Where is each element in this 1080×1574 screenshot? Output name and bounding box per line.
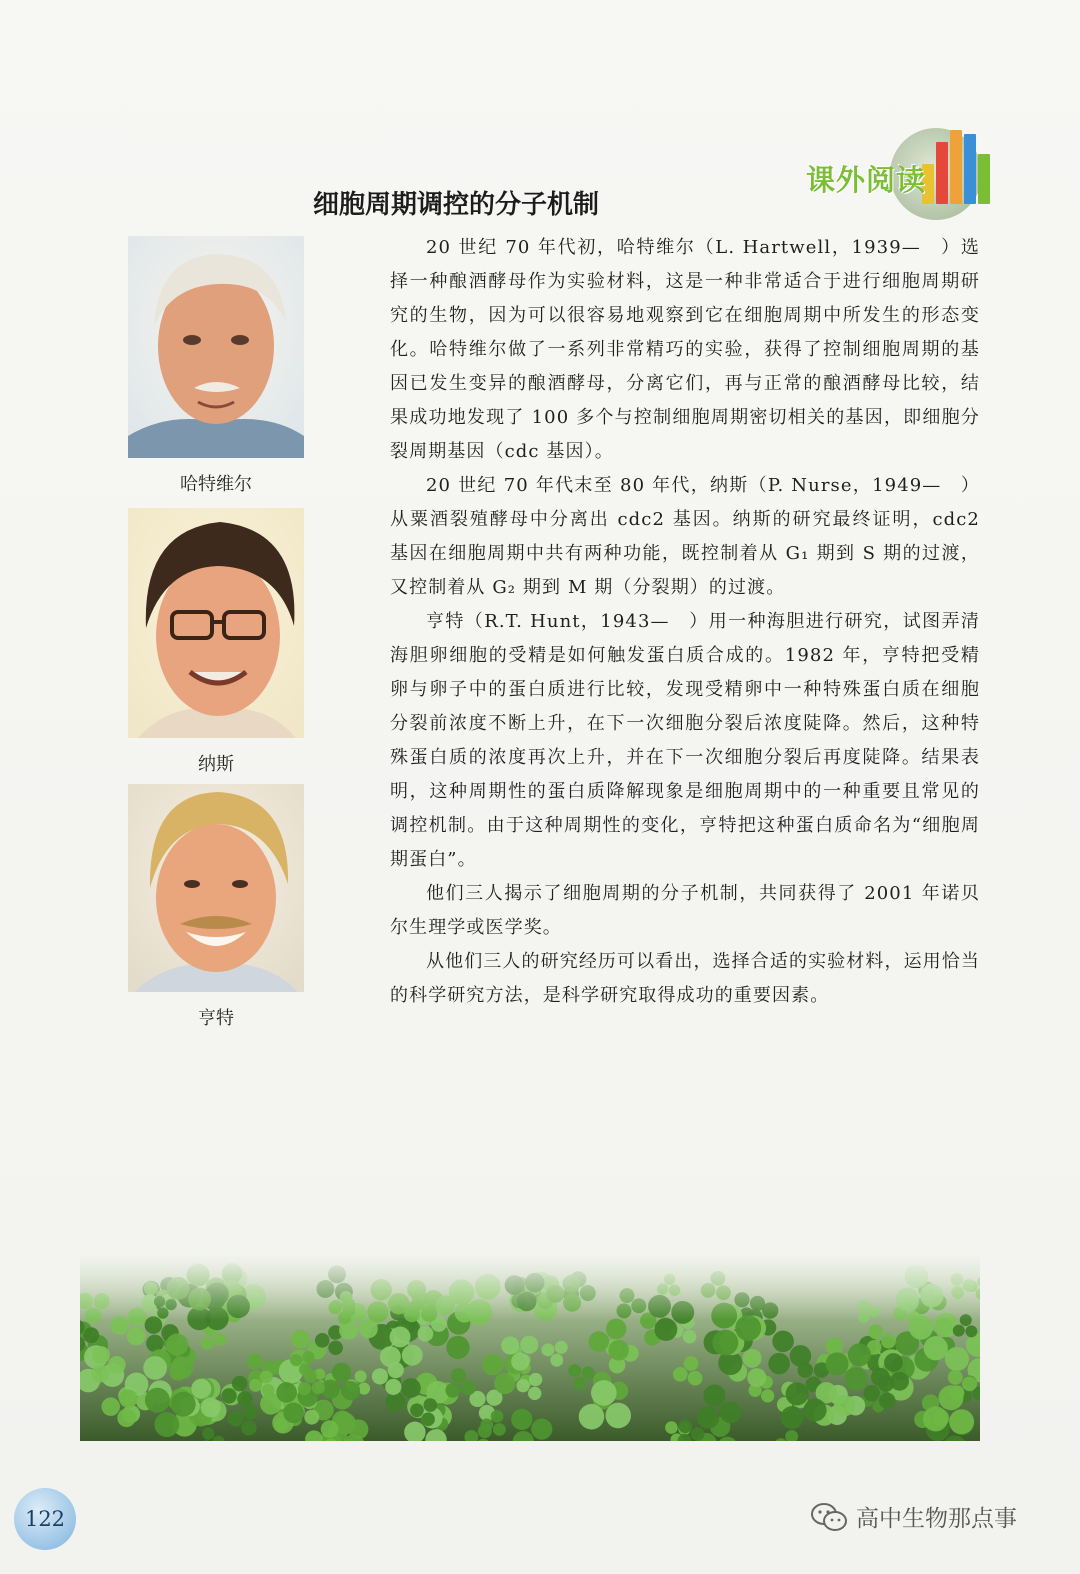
wechat-icon [810, 1502, 848, 1532]
page-number: 122 [14, 1488, 76, 1550]
caption-hunt: 亨特 [198, 1008, 234, 1029]
clover-image [80, 1255, 980, 1441]
caption-nurse: 纳斯 [198, 754, 234, 775]
paragraph-hartwell: 20 世纪 70 年代初，哈特维尔（L. Hartwell，1939— ）选择一种酿酒酵母作为实验材料，这是一种非常适合于进行细胞周期研究的生物，因为可以很容易地观察到它在细胞周期中所发生的形态变化。哈特维尔做了一系列非常精巧的实验，获得了控制细胞周期的基因已发生变异的酿酒酵母，分离它们，再与正常的酿酒酵母比较，结果成功地发现了 100 多个与控制细胞周期密切相关的基因，即细胞分裂周期基因（cdc 基因）。 [390, 237, 980, 462]
books-icon [922, 126, 990, 204]
portrait-nurse [128, 508, 304, 738]
paragraph-nobel: 他们三人揭示了细胞周期的分子机制，共同获得了 2001 年诺贝尔生理学或医学奖。 [390, 883, 980, 938]
extracurricular-reading-badge [800, 122, 980, 222]
paragraph-hunt: 亨特（R.T. Hunt，1943— ）用一种海胆进行研究，试图弄清海胆卵细胞的受精是如何触发蛋白质合成的。1982 年，亨特把受精卵与卵子中的蛋白质进行比较，发现受精卵中一种特殊蛋白质在细胞分裂前浓度不断上升，在下一次细胞分裂后浓度陡降。然后，这种特殊蛋白质的浓度再次上升，并在下一次细胞分裂后再度陡降。结果表明，这种周期性的蛋白质降解现象是细胞周期中的一种重要且常见的调控机制。由于这种周期性的变化，亨特把这种蛋白质命名为“细胞周期蛋白”。 [390, 611, 980, 870]
paragraph-nurse: 20 世纪 70 年代末至 80 年代，纳斯（P. Nurse，1949— ）从粟酒裂殖酵母中分离出 cdc2 基因。纳斯的研究最终证明，cdc2 基因在细胞周期中共有两种功能，既控制着从 G₁ 期到 S 期的过渡，又控制着从 G₂ 期到 M 期（分裂期）的过渡。 [390, 475, 980, 598]
article-title: 细胞周期调控的分子机制 [313, 190, 600, 220]
article-body [390, 231, 980, 1013]
caption-hartwell: 哈特维尔 [180, 474, 252, 495]
paragraph-conclusion: 从他们三人的研究经历可以看出，选择合适的实验材料，运用恰当的科学研究方法，是科学研究取得成功的重要因素。 [390, 951, 980, 1006]
portrait-hartwell [128, 236, 304, 458]
watermark-text: 高中生物那点事 [856, 1506, 1017, 1532]
watermark [810, 1500, 1017, 1533]
portrait-hunt [128, 784, 304, 992]
badge-label: 课外阅读 [806, 163, 927, 197]
